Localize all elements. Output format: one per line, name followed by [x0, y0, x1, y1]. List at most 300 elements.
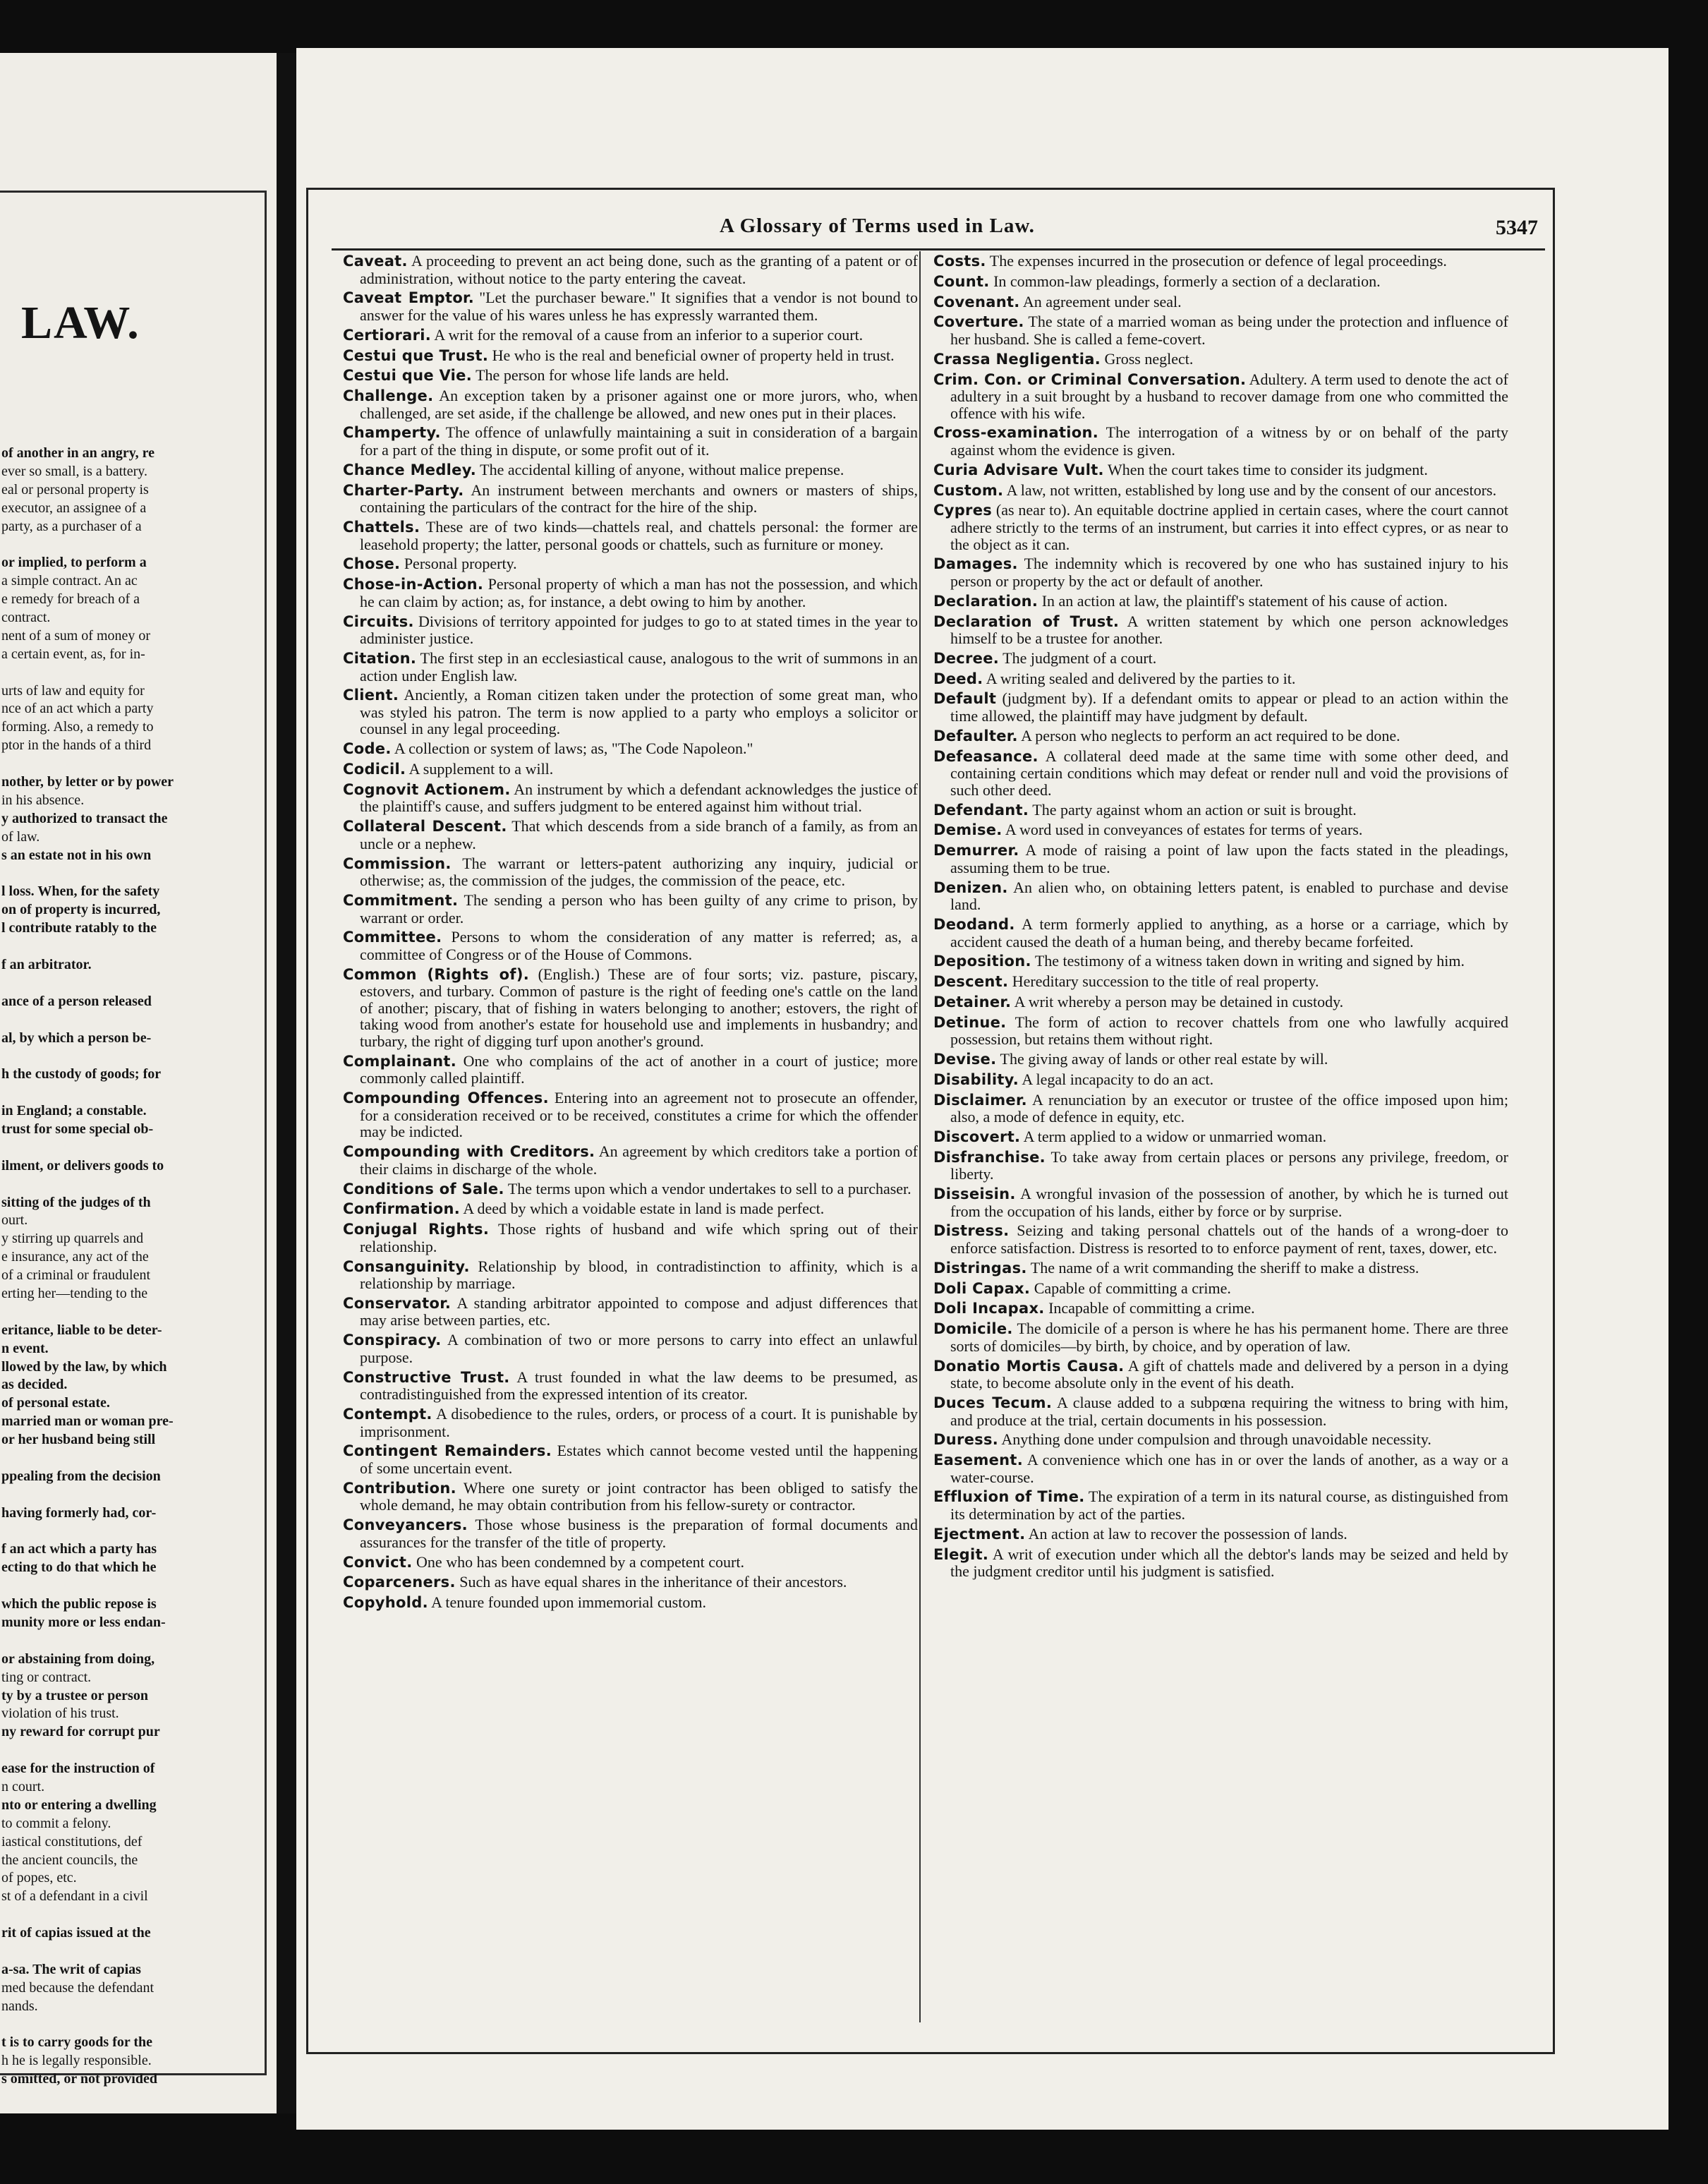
glossary-term: Citation. — [343, 649, 417, 667]
glossary-page — [296, 48, 1668, 2130]
glossary-term: Custom. — [933, 481, 1004, 499]
previous-page-line — [1, 755, 234, 773]
glossary-entry — [343, 613, 918, 647]
glossary-definition: A word used in conveyances of estates for terms of years. — [1005, 821, 1363, 839]
glossary-definition: The judgment of a court. — [1003, 648, 1157, 667]
previous-page-line: or implied, to perform a — [1, 555, 147, 571]
glossary-term: Chattels. — [343, 519, 420, 536]
previous-page-line: f an arbitrator. — [1, 956, 92, 972]
glossary-entry — [933, 1185, 1508, 1219]
glossary-entry — [343, 555, 918, 573]
previous-page-line: nother, by letter or by power — [1, 774, 174, 790]
previous-page-line: in his absence. — [1, 792, 85, 808]
glossary-entry — [933, 1526, 1508, 1543]
glossary-definition: A writing sealed and delivered by the parties to it. — [986, 669, 1296, 687]
previous-page-line: nce of an act which a party — [1, 701, 154, 717]
previous-page-line — [1, 664, 234, 682]
glossary-entry — [933, 748, 1508, 799]
previous-page-line: y authorized to transact the — [1, 810, 168, 826]
glossary-definition: Seizing and taking personal chattels out of the hands of a wrong-doer to enforce satisfaction. Distress is resorted to to enforce payment of rent, taxes, dower, etc. — [950, 1221, 1509, 1257]
previous-page-line: st of a defendant in a civil — [1, 1888, 148, 1905]
previous-page-line — [1, 1011, 234, 1030]
glossary-entry — [933, 273, 1508, 291]
glossary-entry — [933, 821, 1508, 839]
glossary-term: Client. — [343, 687, 399, 704]
glossary-entry — [933, 1092, 1508, 1126]
previous-page-line: al, by which a person be- — [1, 1030, 152, 1046]
glossary-definition: An instrument by which a defendant acknowledges the justice of the plaintiff's cause, and suffers judgment to be entered against him without trial. — [360, 780, 918, 816]
previous-page-line: a-sa. The writ of capias — [1, 1961, 141, 1977]
glossary-term: Caveat Emptor. — [343, 289, 474, 307]
glossary-term: Conjugal Rights. — [343, 1221, 490, 1238]
glossary-entry — [933, 461, 1508, 479]
previous-page-line — [1, 1742, 234, 1760]
glossary-definition: The domicile of a person is where he has his permanent home. There are three sorts of domiciles—by birth, by choice, and by operation of law. — [950, 1320, 1508, 1355]
glossary-term: Champerty. — [343, 424, 441, 442]
glossary-entry — [343, 327, 918, 344]
previous-page-line: ty by a trustee or person — [1, 1687, 148, 1703]
glossary-term: Deed. — [933, 670, 983, 687]
glossary-term: Donatio Mortis Causa. — [933, 1357, 1125, 1375]
previous-page-line: ance of a person released — [1, 993, 152, 1009]
glossary-entry — [343, 576, 918, 610]
previous-page-line: the ancient councils, the — [1, 1852, 138, 1868]
glossary-entry — [343, 1332, 918, 1365]
glossary-entry — [343, 1369, 918, 1403]
glossary-entry — [933, 1051, 1508, 1068]
glossary-definition: An agreement by which creditors take a portion of their claims in discharge of the whole. — [360, 1142, 918, 1178]
glossary-term: Coverture. — [933, 313, 1024, 331]
previous-page-line: erting her—tending to the — [1, 1285, 148, 1301]
glossary-term: Crassa Negligentia. — [933, 350, 1101, 368]
glossary-definition: Estates which cannot become vested until the happening of some uncertain event. — [360, 1442, 919, 1477]
glossary-definition: An action at law to recover the possession of lands. — [1028, 1524, 1347, 1543]
glossary-entry — [343, 387, 918, 421]
previous-page-line: y stirring up quarrels and — [1, 1231, 144, 1247]
previous-page-line: nent of a sum of money or — [1, 627, 151, 644]
previous-page-line: of popes, etc. — [1, 1870, 77, 1886]
glossary-term: Declaration. — [933, 592, 1038, 610]
glossary-entry — [343, 781, 918, 815]
previous-page-line: of a criminal or fraudulent — [1, 1267, 151, 1284]
glossary-entry — [343, 461, 918, 479]
glossary-definition: A writ of execution under which all the debtor's lands may be seized and held by the judgment creditor until his judgment is satisfied. — [950, 1545, 1508, 1581]
glossary-term: Defendant. — [933, 801, 1029, 819]
previous-page-line: in England; a constable. — [1, 1103, 147, 1119]
glossary-definition: To take away from certain places or persons any privilege, freedom, or liberty. — [950, 1147, 1508, 1183]
glossary-term: Complainant. — [343, 1052, 457, 1070]
glossary-term: Duress. — [933, 1431, 999, 1449]
glossary-definition: Those rights of husband and wife which spring out of their relationship. — [360, 1220, 918, 1255]
previous-page-line: of personal estate. — [1, 1395, 110, 1411]
glossary-term: Disclaimer. — [933, 1091, 1027, 1109]
glossary-definition: A written statement by which one person acknowledges himself to be a trustee for another. — [950, 612, 1508, 648]
previous-page-line — [1, 1943, 234, 1961]
glossary-term: Committee. — [343, 929, 442, 946]
previous-page-line: ptor in the hands of a third — [1, 737, 152, 754]
glossary-entry — [933, 1128, 1508, 1146]
glossary-definition: An alien who, on obtaining letters patent, is enabled to purchase and devise land. — [950, 878, 1508, 914]
glossary-definition: Gross neglect. — [1104, 349, 1194, 368]
glossary-definition: One who has been condemned by a competent court. — [416, 1552, 744, 1571]
glossary-definition: A legal incapacity to do an act. — [1022, 1070, 1214, 1088]
glossary-entry — [933, 253, 1508, 270]
glossary-entry — [933, 842, 1508, 876]
previous-page-line — [1, 1632, 234, 1651]
glossary-term: Chose-in-Action. — [343, 576, 484, 593]
header-rule — [332, 248, 1545, 251]
glossary-definition: Relationship by blood, in contradistinction to affinity, which is a relationship by marriage. — [360, 1257, 918, 1293]
glossary-term: Cestui que Vie. — [343, 367, 472, 385]
glossary-definition: Where one surety or joint contractor has been obliged to satisfy the whole demand, he may obtain contribution from his fellow-surety or contractor. — [360, 1478, 918, 1514]
glossary-term: Domicile. — [933, 1320, 1013, 1338]
previous-page-line: l contribute ratably to the — [1, 920, 157, 936]
glossary-entry — [343, 1090, 918, 1140]
glossary-definition: The form of action to recover chattels from one who lawfully acquired possession, but retains them without right. — [950, 1013, 1508, 1049]
glossary-definition: A collection or system of laws; as, "The Code Napoleon." — [394, 740, 753, 758]
glossary-definition: The indemnity which is recovered by one who has sustained injury to his person or property by the act or default of another. — [950, 555, 1508, 590]
glossary-term: Count. — [933, 272, 990, 290]
glossary-term: Demurrer. — [933, 842, 1019, 859]
previous-page-line: executor, an assignee of a — [1, 500, 147, 516]
glossary-term: Coparceners. — [343, 1574, 456, 1591]
glossary-term: Conditions of Sale. — [343, 1180, 504, 1197]
glossary-definition: A proceeding to prevent an act being done, such as the granting of a patent or of administration, without notice to the party entering the caveat. — [360, 252, 918, 287]
page-number: 5347 — [1496, 216, 1538, 239]
glossary-term: Elegit. — [933, 1545, 989, 1563]
glossary-definition: The first step in an ecclesiastical cause, analogous to the writ of summons in an action under English law. — [360, 648, 919, 684]
previous-page-line — [1, 2016, 234, 2034]
glossary-term: Consanguinity. — [343, 1257, 470, 1275]
glossary-term: Confirmation. — [343, 1200, 461, 1218]
glossary-definition: The name of a writ commanding the sheriff to make a distress. — [1030, 1258, 1419, 1277]
previous-page-line: trust for some special ob- — [1, 1121, 154, 1137]
glossary-definition: That which descends from a side branch of a family, as from an uncle or a nephew. — [360, 817, 919, 852]
glossary-entry — [933, 1358, 1508, 1392]
glossary-definition: "Let the purchaser beware." It signifies that a vendor is not bound to answer for the value of his wares unless he has expressly warranted them. — [360, 289, 918, 324]
previous-page-line: ecting to do that which he — [1, 1559, 157, 1576]
glossary-term: Deposition. — [933, 953, 1031, 970]
glossary-term: Cross-examination. — [933, 424, 1099, 442]
glossary-term: Conveyancers. — [343, 1516, 468, 1534]
glossary-definition: Capable of committing a crime. — [1034, 1279, 1231, 1297]
glossary-entry — [343, 253, 918, 286]
glossary-term: Easement. — [933, 1452, 1024, 1469]
glossary-definition: (English.) These are of four sorts; viz. pasture, piscary, estovers, and turbary. Common of pasture is the right of feeding one's cattle on the land of another; piscary, that of fishing in waters belonging to another; estovers, the right of taking wood from another's estate for household use and implements in husbandry; and turbary, the right of digging turf upon another's ground. — [360, 965, 919, 1051]
previous-page-line: eritance, liable to be deter- — [1, 1322, 162, 1338]
previous-page-line: a simple contract. An ac — [1, 573, 138, 589]
glossary-entry — [343, 650, 918, 684]
glossary-entry — [343, 1143, 918, 1177]
glossary-term: Disability. — [933, 1070, 1019, 1088]
glossary-definition: The offence of unlawfully maintaining a suit in consideration of a bargain for a part of the thing in dispute, or some profit out of it. — [360, 423, 918, 459]
glossary-definition: (judgment by). If a defendant omits to appear or plead to an action within the time allowed, the plaintiff may have judgment by default. — [950, 689, 1508, 725]
glossary-entry — [343, 929, 918, 963]
glossary-term: Effluxion of Time. — [933, 1488, 1085, 1506]
glossary-term: Ejectment. — [933, 1525, 1026, 1543]
glossary-entry — [933, 1431, 1508, 1449]
previous-page-line: munity more or less endan- — [1, 1615, 166, 1630]
glossary-term: Doli Incapax. — [933, 1300, 1045, 1317]
glossary-entry — [343, 1406, 918, 1440]
glossary-entry — [343, 1594, 918, 1612]
previous-page-line: e insurance, any act of the — [1, 1249, 149, 1265]
glossary-definition: A disobedience to the rules, orders, or process of a court. It is punishable by imprisonment. — [360, 1405, 918, 1440]
glossary-entry — [933, 351, 1508, 368]
glossary-definition: A deed by which a voidable estate in land is made perfect. — [463, 1200, 825, 1218]
glossary-term: Declaration of Trust. — [933, 613, 1120, 630]
glossary-term: Distringas. — [933, 1259, 1027, 1277]
glossary-entry — [343, 1258, 918, 1292]
previous-page-line — [1, 1577, 234, 1595]
previous-page-line: or abstaining from doing, — [1, 1651, 155, 1667]
glossary-definition: Personal property. — [404, 555, 517, 573]
glossary-entry — [343, 1200, 918, 1218]
glossary-column-right — [933, 253, 1508, 1583]
previous-page-line: rit of capias issued at the — [1, 1925, 151, 1941]
previous-page-line: sitting of the judges of th — [1, 1194, 151, 1210]
glossary-definition: In common-law pleadings, formerly a section of a declaration. — [993, 272, 1381, 290]
previous-page-line: married man or woman pre- — [1, 1413, 174, 1430]
glossary-term: Cestui que Trust. — [343, 346, 489, 364]
glossary-term: Convict. — [343, 1553, 413, 1571]
glossary-term: Covenant. — [933, 293, 1020, 310]
glossary-definition: A writ whereby a person may be detained in custody. — [1014, 992, 1344, 1010]
previous-page-line — [1, 1486, 234, 1504]
previous-page-line — [1, 1084, 234, 1102]
previous-page-line — [1, 1523, 234, 1541]
glossary-term: Conservator. — [343, 1294, 452, 1312]
glossary-definition: A supplement to a will. — [408, 760, 554, 778]
glossary-column-left — [343, 253, 918, 1615]
glossary-term: Crim. Con. or Criminal Conversation. — [933, 370, 1247, 388]
previous-page-line: n court. — [1, 1779, 45, 1795]
glossary-term: Common (Rights of). — [343, 965, 530, 983]
glossary-term: Cognovit Actionem. — [343, 780, 511, 798]
previous-page-line: s omitted, or not provided — [1, 2071, 157, 2087]
glossary-term: Challenge. — [343, 387, 434, 405]
previous-page-line: party, as a purchaser of a — [1, 518, 142, 534]
glossary-definition: A term applied to a widow or unmarried woman. — [1023, 1127, 1327, 1145]
glossary-term: Defaulter. — [933, 727, 1018, 744]
glossary-definition: The expiration of a term in its natural course, as distinguished from its determination by act of the parties. — [950, 1488, 1508, 1524]
previous-page-line: s an estate not in his own — [1, 847, 152, 863]
glossary-entry — [933, 650, 1508, 668]
glossary-entry — [933, 1488, 1508, 1522]
previous-page-line: llowed by the law, by which — [1, 1358, 167, 1375]
previous-page-line: of another in an angry, re — [1, 445, 155, 461]
glossary-entry — [343, 966, 918, 1050]
previous-page-line — [1, 975, 234, 993]
glossary-definition: A renunciation by an executor or trustee of the office imposed upon him; also, a mode of defence in equity, etc. — [950, 1090, 1508, 1126]
glossary-term: Commitment. — [343, 891, 459, 909]
glossary-definition: (as near to). An equitable doctrine applied in certain cases, where the court cannot adhere strictly to the terms of an instrument, but carries it into effect cypres, or as near to the object as it can. — [950, 501, 1508, 553]
glossary-term: Contempt. — [343, 1406, 432, 1423]
previous-page-line: ppealing from the decision — [1, 1468, 161, 1484]
glossary-term: Disseisin. — [933, 1185, 1016, 1203]
glossary-definition: A wrongful invasion of the possession of another, by which he is turned out from the occupation of his lands, either by force or by surprise. — [950, 1185, 1508, 1220]
glossary-term: Doli Capax. — [933, 1279, 1031, 1297]
glossary-term: Detinue. — [933, 1013, 1007, 1031]
previous-page-line: med because the defendant — [1, 1979, 155, 1996]
glossary-term: Descent. — [933, 973, 1009, 991]
previous-page-line — [1, 1176, 234, 1194]
previous-page-line: ny reward for corrupt pur — [1, 1724, 160, 1740]
glossary-entry — [933, 1546, 1508, 1580]
glossary-entry — [933, 613, 1508, 647]
glossary-entry — [343, 1480, 918, 1514]
previous-page-line — [1, 1303, 234, 1322]
glossary-term: Deodand. — [933, 915, 1015, 933]
previous-page-line: e remedy for breach of a — [1, 591, 140, 608]
previous-page-line: of law. — [1, 828, 40, 845]
glossary-entry — [933, 294, 1508, 311]
glossary-entry — [933, 953, 1508, 970]
glossary-entry — [933, 670, 1508, 688]
glossary-term: Devise. — [933, 1051, 997, 1068]
glossary-entry — [343, 1295, 918, 1329]
glossary-definition: A law, not written, established by long use and by the consent of our ancestors. — [1006, 481, 1497, 499]
glossary-entry — [933, 502, 1508, 553]
glossary-entry — [343, 1554, 918, 1571]
glossary-definition: A tenure founded upon immemorial custom. — [431, 1593, 706, 1612]
glossary-term: Contribution. — [343, 1479, 456, 1497]
glossary-entry — [933, 973, 1508, 991]
glossary-term: Commission. — [343, 855, 452, 872]
glossary-entry — [933, 879, 1508, 913]
glossary-definition: These are of two kinds—chattels real, and chattels personal: the former are leasehold property; the latter, personal goods or chattels, such as furniture or money. — [360, 518, 918, 553]
glossary-entry — [343, 1221, 918, 1255]
previous-page-fragment — [0, 53, 277, 2113]
glossary-entry — [343, 1516, 918, 1550]
previous-page-line — [1, 1047, 234, 1066]
glossary-definition: Persons to whom the consideration of any matter is referred; as, a committee of Congress or of the House of Commons. — [360, 928, 918, 963]
previous-page-line: on of property is incurred, — [1, 902, 161, 918]
glossary-entry — [933, 1222, 1508, 1256]
glossary-definition: A term formerly applied to anything, as a horse or a carriage, which by accident caused the death of a human being, and thereby became forfeited. — [950, 915, 1509, 951]
previous-page-line: ourt. — [1, 1212, 28, 1229]
previous-page-line — [1, 536, 234, 554]
glossary-entry — [343, 1442, 918, 1476]
glossary-definition: When the court takes time to consider its judgment. — [1107, 460, 1428, 478]
glossary-term: Codicil. — [343, 761, 406, 778]
previous-page-line: nto or entering a dwelling — [1, 1797, 157, 1813]
glossary-term: Charter-Party. — [343, 481, 464, 499]
glossary-entry — [933, 1300, 1508, 1317]
glossary-definition: A trust founded in what the law deems to be presumed, as contradistinguished from the expressed intention of its creator. — [360, 1368, 918, 1404]
glossary-entry — [343, 289, 918, 323]
glossary-definition: The party against whom an action or suit is brought. — [1032, 800, 1357, 819]
glossary-entry — [343, 367, 918, 385]
glossary-definition: An exception taken by a prisoner against one or more jurors, who, when challenged, are set aside, if the challenge be allowed, and new ones put in their places. — [360, 387, 918, 422]
glossary-entry — [933, 994, 1508, 1011]
glossary-entry — [343, 892, 918, 926]
glossary-entry — [343, 1574, 918, 1591]
glossary-term: Decree. — [933, 649, 1000, 667]
glossary-term: Caveat. — [343, 253, 408, 270]
previous-page-line: n event. — [1, 1340, 49, 1356]
previous-page-line: ilment, or delivers goods to — [1, 1157, 164, 1174]
glossary-definition: A gift of chattels made and delivered by a person in a dying state, to become absolute only in the event of his death. — [950, 1356, 1508, 1392]
glossary-term: Compounding Offences. — [343, 1090, 549, 1107]
column-divider — [919, 251, 921, 2022]
glossary-definition: The accidental killing of anyone, without malice prepense. — [480, 460, 844, 478]
glossary-definition: Anything done under compulsion and through unavoidable necessity. — [1001, 1430, 1431, 1449]
glossary-term: Denizen. — [933, 879, 1008, 896]
glossary-term: Disfranchise. — [933, 1148, 1046, 1166]
glossary-definition: Anciently, a Roman citizen taken under the protection of some great man, who was styled his patron. The term is now applied to a party who employs a solicitor or counsel in any legal proceeding. — [360, 686, 918, 738]
glossary-entry — [933, 1394, 1508, 1428]
glossary-entry — [933, 482, 1508, 500]
glossary-definition: A convenience which one has in or over the lands of another, as a way or a water-course. — [950, 1451, 1508, 1486]
page-title: A Glossary of Terms used in Law. — [720, 215, 1035, 237]
glossary-term: Copyhold. — [343, 1594, 428, 1612]
glossary-definition: Divisions of territory appointed for judges to go to at stated times in the year to administer justice. — [360, 612, 919, 648]
glossary-entry — [343, 761, 918, 778]
glossary-definition: A clause added to a subpœna requiring the witness to bring with him, and produce at the trial, certain documents in his possession. — [950, 1393, 1508, 1429]
previous-page-line — [1, 864, 234, 883]
glossary-definition: Hereditary succession to the title of real property. — [1012, 972, 1319, 991]
glossary-entry — [933, 1280, 1508, 1298]
previous-page-line: forming. Also, a remedy to — [1, 719, 154, 735]
glossary-definition: A mode of raising a point of law upon the facts stated in the pleadings, assuming them to be true. — [950, 841, 1508, 876]
previous-page-line — [1, 1449, 234, 1468]
glossary-definition: An instrument between merchants and owners or masters of ships, containing the particulars of the contract for the hire of the ship. — [360, 481, 918, 517]
glossary-term: Certiorari. — [343, 326, 432, 344]
glossary-entry — [933, 593, 1508, 610]
previous-page-line: nands. — [1, 1998, 38, 2014]
glossary-term: Costs. — [933, 253, 986, 270]
glossary-entry — [933, 371, 1508, 422]
glossary-definition: One who complains of the act of another in a court of justice; more commonly called plaintiff. — [360, 1051, 918, 1087]
glossary-term: Conspiracy. — [343, 1332, 442, 1349]
previous-page-line: urts of law and equity for — [1, 682, 145, 699]
previous-page-line: l loss. When, for the safety — [1, 883, 160, 900]
glossary-definition: The sending a person who has been guilty of any crime to prison, by warrant or order. — [360, 891, 918, 927]
glossary-term: Code. — [343, 740, 392, 758]
previous-page-line: ever so small, is a battery. — [1, 463, 147, 479]
glossary-definition: The warrant or letters-patent authorizing any inquiry, judicial or otherwise; as, the commission of the judges, the commission of the peace, etc. — [360, 854, 918, 890]
glossary-definition: A standing arbitrator appointed to compose and adjust differences that may arise between parties, etc. — [360, 1293, 918, 1329]
previous-page-line — [1, 938, 234, 956]
book-gutter — [277, 53, 296, 2113]
previous-page-line: as decided. — [1, 1377, 68, 1393]
glossary-term: Demise. — [933, 821, 1003, 839]
previous-page-line: violation of his trust. — [1, 1706, 119, 1722]
glossary-definition: A combination of two or more persons to carry into effect an unlawful purpose. — [360, 1331, 918, 1366]
glossary-entry — [933, 728, 1508, 745]
glossary-entry — [343, 347, 918, 365]
previous-page-line: h the custody of goods; for — [1, 1066, 162, 1082]
glossary-term: Constructive Trust. — [343, 1368, 510, 1386]
glossary-definition: In an action at law, the plaintiff's statement of his cause of action. — [1041, 591, 1448, 610]
glossary-term: Discovert. — [933, 1128, 1021, 1145]
glossary-definition: Entering into an agreement not to prosecute an offender, for a consideration received or to be received, constitutes a crime for which the offender may be indicted. — [360, 1089, 919, 1141]
glossary-definition: Those whose business is the preparation of formal documents and assurances for the transfer of the title of property. — [360, 1516, 918, 1551]
glossary-term: Damages. — [933, 555, 1018, 573]
previous-page-line: ting or contract. — [1, 1669, 92, 1685]
previous-page-text — [1, 445, 234, 2089]
glossary-entry — [343, 482, 918, 516]
glossary-term: Compounding with Creditors. — [343, 1143, 595, 1161]
glossary-definition: The terms upon which a vendor undertakes to sell to a purchaser. — [507, 1179, 911, 1197]
glossary-entry — [343, 519, 918, 553]
previous-page-line: which the public repose is — [1, 1596, 157, 1612]
previous-page-line: or her husband being still — [1, 1432, 156, 1448]
glossary-definition: The state of a married woman as being under the protection and influence of her husband. She is called a feme-covert. — [950, 313, 1508, 348]
previous-page-line: a certain event, as, for in- — [1, 646, 145, 662]
glossary-entry — [933, 802, 1508, 819]
